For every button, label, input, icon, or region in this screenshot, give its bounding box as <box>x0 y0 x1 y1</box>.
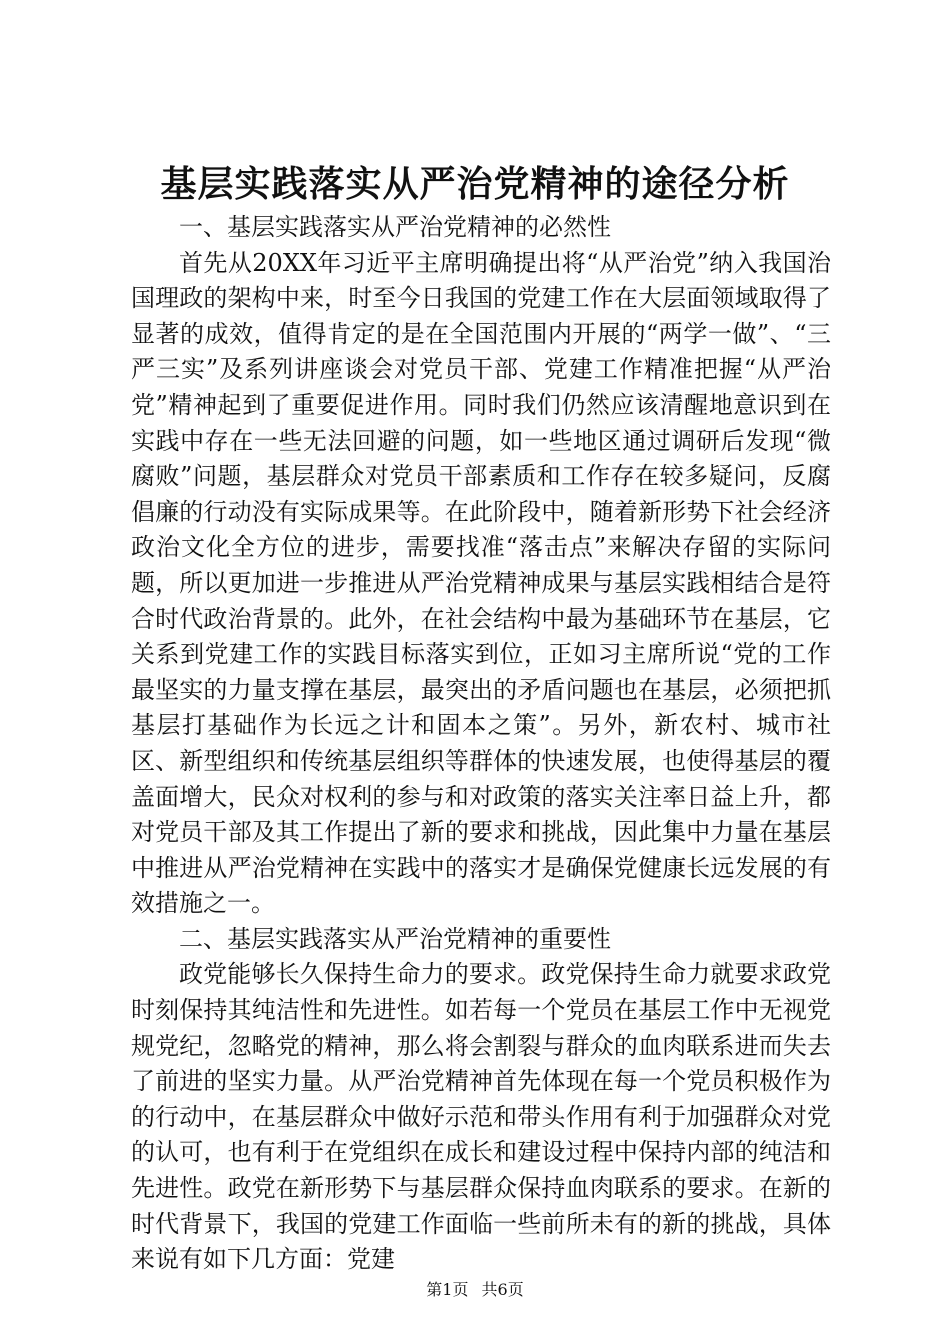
page-footer <box>0 1279 950 1301</box>
paragraph-2: 政党能够长久保持生命力的要求。政党保持生命力就要求政党时刻保持其纯洁性和先进性。如若每一个党员在基层工作中无视党规党纪，忽略党的精神，那么将会割裂与群众的血肉联系进而失去了前进的坚实力量。从严治党精神首先体现在每一个党员积极作为的行动中，在基层群众中做好示范和带头作用有利于加强群众对党的认可，也有利于在党组织在成长和建设过程中保持内部的纯洁和先进性。政党在新形势下与基层群众保持血肉联系的要求。在新的时代背景下，我国的党建工作面临一些前所未有的新的挑战，具体来说有如下几方面：党建 <box>131 960 831 1274</box>
section-heading-2: 二、基层实践落实从严治党精神的重要性 <box>179 924 611 953</box>
section-heading-1: 一、基层实践落实从严治党精神的必然性 <box>179 213 611 241</box>
document-body <box>131 210 831 1278</box>
page-total: 共6页 <box>481 1280 524 1299</box>
paragraph-1: 首先从20XX年习近平主席明确提出将“从严治党”纳入我国治国理政的架构中来，时至今日我国的党建工作在大层面领域取得了显著的成效，值得肯定的是在全国范围内开展的“两学一做”、“三严三实”及系列讲座谈会对党员干部、党建工作精准把握“从严治党”精神起到了重要促进作用。同时我们仍然应该清醒地意识到在实践中存在一些无法回避的问题，如一些地区通过调研后发现“微腐败”问题，基层群众对党员干部素质和工作存在较多疑问，反腐倡廉的行动没有实际成果等。在此阶段中，随着新形势下社会经济政治文化全方位的进步，需要找准“落击点”来解决存留的实际问题，所以更加进一步推进从严治党精神成果与基层实践相结合是符合时代政治背景的。此外，在社会结构中最为基础环节在基层，它关系到党建工作的实践目标落实到位，正如习主席所说“党的工作最坚实的力量支撑在基层，最突出的矛盾问题也在基层，必须把抓基层打基础作为长远之计和固本之策”。另外，新农村、城市社区、新型组织和传统基层组织等群体的快速发展，也使得基层的覆盖面增大，民众对权利的参与和对政策的落实关注率日益上升，都对党员干部及其工作提出了新的要求和挑战，因此集中力量在基层中推进从严治党精神在实践中的落实才是确保党健康长远发展的有效措施之一。 <box>131 248 831 918</box>
page-number: 第1页 <box>426 1280 469 1299</box>
document-title: 基层实践落实从严治党精神的途径分析 <box>160 163 790 205</box>
